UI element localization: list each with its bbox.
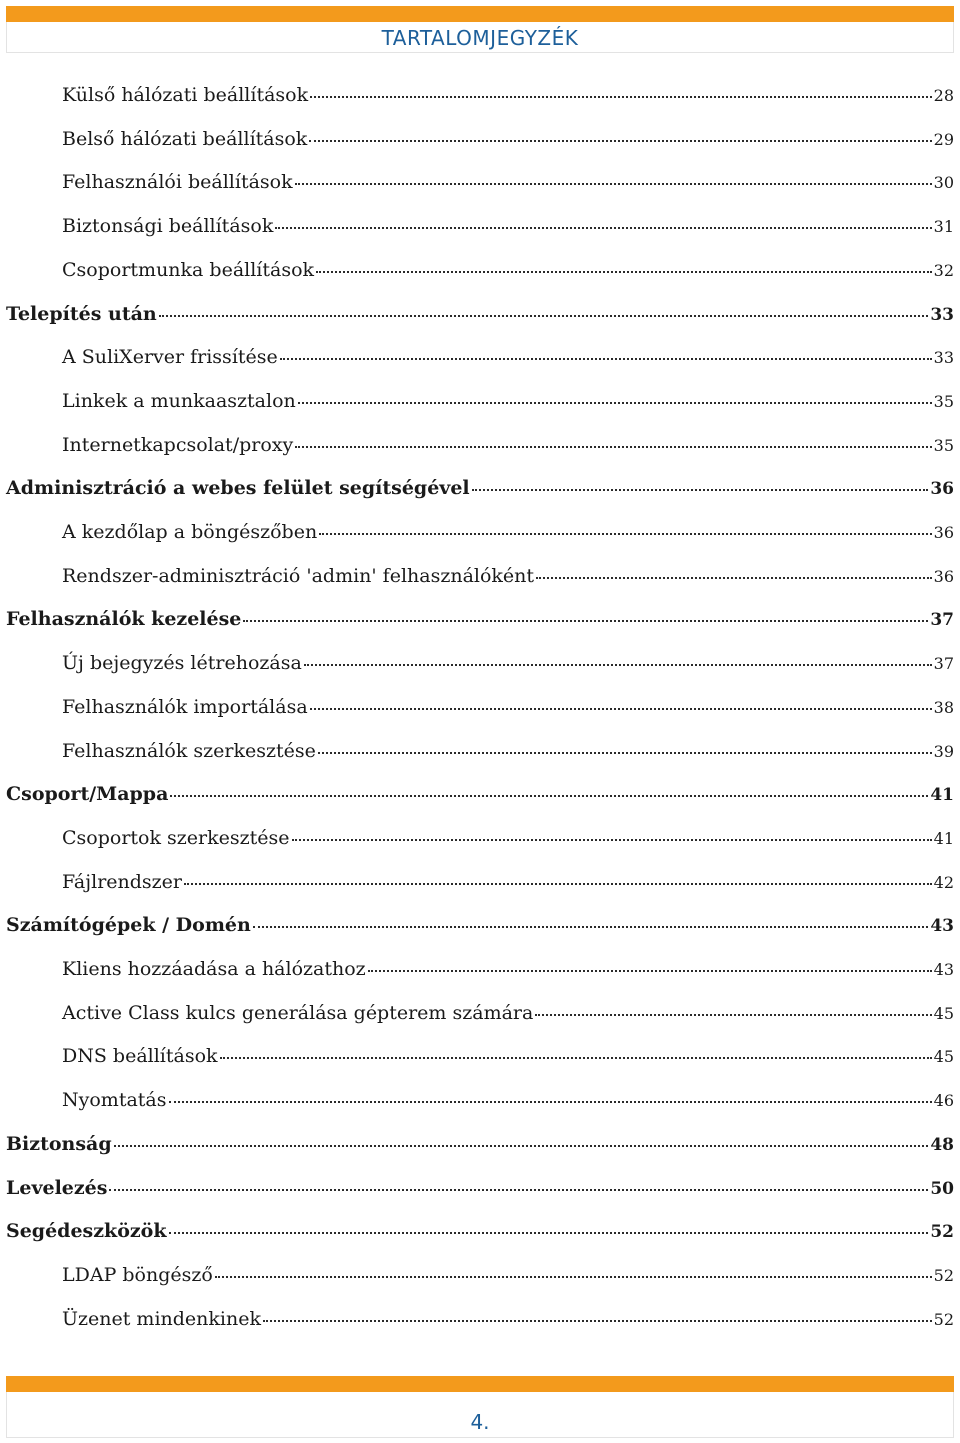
dot-leader — [472, 487, 929, 491]
toc-entry-page: 35 — [933, 391, 954, 411]
dot-leader — [309, 138, 931, 142]
dot-leader — [159, 313, 929, 317]
toc-entry-label: Csoportok szerkesztése — [62, 826, 290, 849]
toc-entry-chapter[interactable] — [6, 1209, 954, 1253]
toc-entry-chapter[interactable] — [6, 466, 954, 510]
toc-entry-label: Felhasználók kezelése — [6, 608, 242, 631]
toc-entry-page: 35 — [933, 435, 954, 455]
toc-entry-page: 52 — [930, 1222, 954, 1243]
toc-entry-page: 48 — [930, 1134, 954, 1155]
toc-entry-section[interactable] — [62, 423, 954, 467]
toc-entry-section[interactable] — [62, 947, 954, 991]
toc-entry-page: 37 — [933, 654, 954, 674]
toc-entry-page: 36 — [933, 523, 954, 542]
toc-entry-section[interactable] — [62, 117, 954, 161]
toc-entry-label: Biztonság — [6, 1132, 112, 1155]
toc-entry-label: Felhasználók importálása — [62, 695, 308, 718]
toc-entry-label: Belső hálózati beállítások — [62, 127, 308, 150]
dot-leader — [536, 575, 932, 579]
dot-leader — [253, 924, 928, 928]
toc-entry-page: 45 — [933, 1003, 954, 1023]
toc-entry-page: 43 — [933, 960, 954, 979]
dot-leader — [114, 1143, 929, 1147]
dot-leader — [215, 1274, 932, 1278]
dot-leader — [319, 531, 931, 535]
toc-entry-page: 30 — [933, 173, 954, 193]
page-number: 4. — [470, 1410, 490, 1434]
toc-entry-section[interactable] — [62, 335, 954, 379]
toc-entry-section[interactable] — [62, 73, 954, 117]
toc-entry-label: Internetkapcsolat/proxy — [62, 433, 294, 456]
toc-entry-label: Adminisztráció a webes felület segítségével — [6, 477, 470, 500]
toc-entry-section[interactable] — [62, 554, 954, 598]
dot-leader — [304, 662, 932, 666]
toc-entry-label: Telepítés után — [6, 302, 157, 325]
dot-leader — [310, 706, 932, 710]
toc-entry-page: 52 — [933, 1309, 954, 1329]
toc-entry-label: Biztonsági beállítások — [62, 215, 274, 238]
toc-entry-chapter[interactable] — [6, 903, 954, 947]
toc-entry-label: LDAP böngésző — [62, 1263, 213, 1286]
toc-entry-page: 39 — [933, 741, 954, 761]
toc-entry-label: Csoport/Mappa — [6, 783, 169, 806]
toc-entry-label: Levelezés — [6, 1176, 108, 1199]
dot-leader — [220, 1055, 932, 1059]
dot-leader — [243, 618, 928, 622]
toc-entry-section[interactable] — [62, 729, 954, 773]
toc-entry-page: 31 — [933, 217, 954, 237]
dot-leader — [298, 400, 932, 404]
toc-entry-page: 41 — [930, 785, 954, 806]
dot-leader — [263, 1318, 932, 1322]
dot-leader — [184, 881, 932, 885]
toc-entry-page: 46 — [933, 1091, 954, 1111]
toc-entry-label: Új bejegyzés létrehozása — [62, 652, 302, 675]
toc-entry-label: Üzenet mindenkinek — [62, 1307, 261, 1330]
page-header — [6, 22, 954, 53]
toc-entry-chapter[interactable] — [6, 292, 954, 336]
toc-entry-label: A kezdőlap a böngészőben — [62, 521, 318, 543]
toc-entry-label: Kliens hozzáadása a hálózathoz — [62, 958, 366, 980]
dot-leader — [368, 968, 932, 972]
toc-entry-label: Fájlrendszer — [62, 870, 183, 893]
page-footer — [6, 1392, 954, 1438]
dot-leader — [292, 837, 932, 841]
toc-entry-label: Linkek a munkaasztalon — [62, 389, 296, 412]
toc-entry-section[interactable] — [62, 1297, 954, 1341]
toc-entry-chapter[interactable] — [6, 772, 954, 816]
toc-entry-section[interactable] — [62, 1253, 954, 1297]
toc-entry-section[interactable] — [62, 991, 954, 1035]
toc-entry-page: 42 — [933, 872, 954, 892]
toc-entry-label: Rendszer-adminisztráció 'admin' felhasználóként — [62, 564, 535, 587]
toc-entry-page: 52 — [933, 1265, 954, 1285]
toc-entry-page: 36 — [933, 566, 954, 586]
dot-leader — [169, 1099, 932, 1103]
toc-entry-label: Számítógépek / Domén — [6, 914, 251, 937]
dot-leader — [169, 1230, 929, 1234]
toc-entry-section[interactable] — [62, 510, 954, 554]
toc-entry-section[interactable] — [62, 248, 954, 292]
toc-entry-chapter[interactable] — [6, 1166, 954, 1210]
dot-leader — [535, 1012, 931, 1016]
toc-entry-section[interactable] — [62, 160, 954, 204]
toc-entry-label: Külső hálózati beállítások — [62, 84, 309, 106]
dot-leader — [316, 269, 932, 273]
toc-entry-section[interactable] — [62, 204, 954, 248]
toc-entry-chapter[interactable] — [6, 1122, 954, 1166]
toc-entry-label: Felhasználók szerkesztése — [62, 739, 316, 762]
toc-entry-label: Felhasználói beállítások — [62, 171, 293, 194]
dot-leader — [275, 225, 931, 229]
toc-entry-page: 38 — [933, 697, 954, 717]
toc-entry-section[interactable] — [62, 379, 954, 423]
toc-entry-label: DNS beállítások — [62, 1045, 218, 1068]
toc-entry-page: 36 — [930, 479, 954, 500]
dot-leader — [295, 444, 931, 448]
dot-leader — [109, 1187, 928, 1191]
toc-entry-section[interactable] — [62, 860, 954, 904]
dot-leader — [318, 750, 932, 754]
toc-entry-page: 32 — [933, 260, 954, 280]
toc-entry-page: 45 — [933, 1047, 954, 1067]
toc-entry-label: Nyomtatás — [62, 1089, 167, 1112]
toc-entry-label: Csoportmunka beállítások — [62, 258, 315, 281]
page-title: TARTALOMJEGYZÉK — [381, 26, 579, 50]
toc-entry-section[interactable] — [62, 685, 954, 729]
dot-leader — [280, 356, 932, 360]
toc-entry-page: 37 — [930, 610, 954, 631]
toc-entry-section[interactable] — [62, 816, 954, 860]
toc-entry-label: A SuliXerver frissítése — [62, 346, 278, 369]
toc-entry-page: 43 — [930, 916, 954, 937]
toc-entry-page: 33 — [933, 348, 954, 368]
toc-entry-chapter[interactable] — [6, 597, 954, 641]
toc-entry-section[interactable] — [62, 641, 954, 685]
toc-entry-page: 28 — [933, 86, 954, 105]
dot-leader — [310, 94, 932, 98]
footer-accent-bar — [6, 1376, 954, 1392]
toc-entry-page: 41 — [933, 828, 954, 848]
dot-leader — [295, 181, 932, 185]
toc-entry-page: 29 — [933, 129, 954, 149]
header-accent-bar — [6, 6, 954, 22]
toc-entry-label: Segédeszközök — [6, 1220, 167, 1243]
toc-entry-page: 33 — [930, 304, 954, 325]
toc-entry-label: Active Class kulcs generálása gépterem számára — [62, 1001, 534, 1024]
toc-entry-section[interactable] — [62, 1078, 954, 1122]
dot-leader — [170, 793, 928, 797]
toc-entry-page: 50 — [930, 1178, 954, 1199]
toc-entry-section[interactable] — [62, 1034, 954, 1078]
